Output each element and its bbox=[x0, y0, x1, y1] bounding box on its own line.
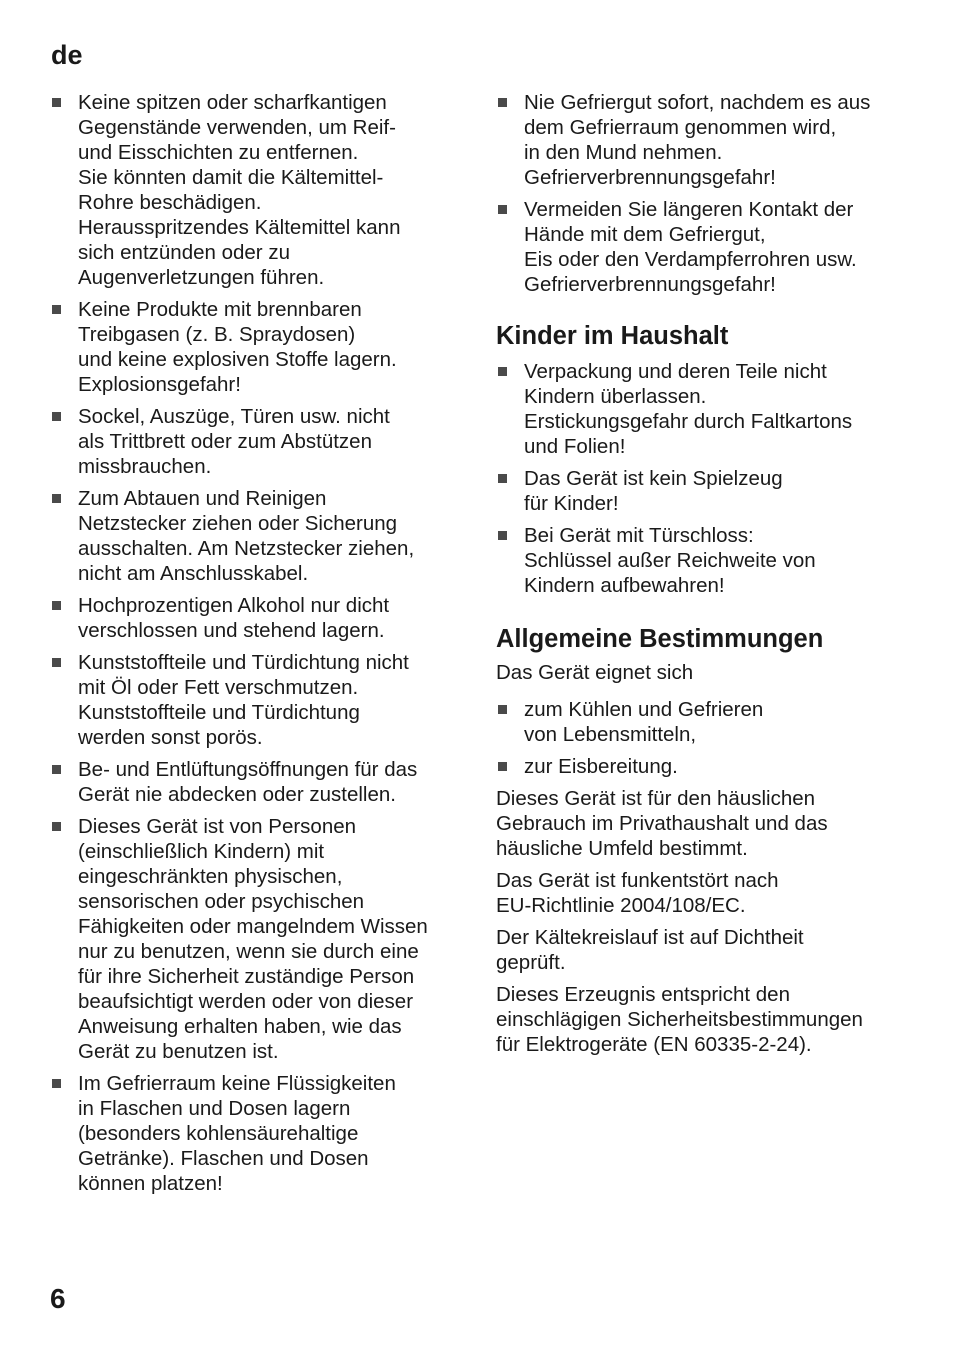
right-column bbox=[496, 90, 906, 1064]
list-item: Be- und Entlüftungsöffnungen für das Gerät nie abdecken oder zustellen. bbox=[50, 757, 460, 807]
safety-list-right bbox=[496, 90, 906, 297]
bullet-square-icon bbox=[498, 531, 507, 540]
paragraph: Das Gerät ist funkentstört nach EU-Richtlinie 2004/108/EC. bbox=[496, 869, 779, 917]
paragraph: Dieses Gerät ist für den häuslichen Gebrauch im Privathaushalt und das häusliche Umfeld bestimmt. bbox=[496, 787, 828, 860]
bullet-square-icon bbox=[52, 98, 61, 107]
paragraph: Der Kältekreislauf ist auf Dichtheit geprüft. bbox=[496, 926, 804, 974]
list-item: Hochprozentigen Alkohol nur dicht verschlossen und stehend lagern. bbox=[50, 593, 460, 643]
usage-list bbox=[496, 697, 906, 779]
list-item: Bei Gerät mit Türschloss: Schlüssel außer Reichweite von Kindern aufbewahren! bbox=[496, 523, 906, 598]
section-heading-allgemein: Allgemeine Bestimmungen bbox=[496, 625, 824, 653]
list-item: Sockel, Auszüge, Türen usw. nicht als Trittbrett oder zum Abstützen missbrauchen. bbox=[50, 404, 460, 479]
language-code: de bbox=[51, 40, 83, 70]
bullet-square-icon bbox=[52, 765, 61, 774]
bullet-square-icon bbox=[52, 601, 61, 610]
bullet-square-icon bbox=[498, 98, 507, 107]
bullet-square-icon bbox=[498, 762, 507, 771]
bullet-square-icon bbox=[52, 822, 61, 831]
section-heading-kinder: Kinder im Haushalt bbox=[496, 322, 729, 350]
bullet-square-icon bbox=[52, 305, 61, 314]
list-item: Keine spitzen oder scharfkantigen Gegenstände verwenden, um Reif- und Eisschichten zu entfernen. Sie könnten damit die Kältemittel- Rohre beschädigen. Herausspritzendes Kältemittel kann sich entzünden oder zu Augenverletzungen führen. bbox=[50, 90, 460, 290]
bullet-square-icon bbox=[498, 205, 507, 214]
list-item: zur Eisbereitung. bbox=[496, 754, 906, 779]
page-number: 6 bbox=[50, 1283, 66, 1314]
list-item: Kunststoffteile und Türdichtung nicht mit Öl oder Fett verschmutzen. Kunststoffteile und Türdichtung werden sonst porös. bbox=[50, 650, 460, 750]
kinder-list bbox=[496, 359, 906, 598]
list-item: Im Gefrierraum keine Flüssigkeiten in Flaschen und Dosen lagern (besonders kohlensäurehaltige Getränke). Flaschen und Dosen können platzen! bbox=[50, 1071, 460, 1196]
bullet-square-icon bbox=[52, 412, 61, 421]
list-item: Zum Abtauen und Reinigen Netzstecker ziehen oder Sicherung ausschalten. Am Netzstecker ziehen, nicht am Anschlusskabel. bbox=[50, 486, 460, 586]
list-item: Das Gerät ist kein Spielzeug für Kinder! bbox=[496, 466, 906, 516]
list-item: Keine Produkte mit brennbaren Treibgasen (z. B. Spraydosen) und keine explosiven Stoffe lagern. Explosionsgefahr! bbox=[50, 297, 460, 397]
bullet-square-icon bbox=[52, 1079, 61, 1088]
bullet-square-icon bbox=[498, 367, 507, 376]
paragraph: Dieses Erzeugnis entspricht den einschlägigen Sicherheitsbestimmungen für Elektrogeräte (EN 60335-2-24). bbox=[496, 983, 863, 1056]
bullet-square-icon bbox=[498, 705, 507, 714]
bullet-square-icon bbox=[52, 658, 61, 667]
list-item: Verpackung und deren Teile nicht Kindern überlassen. Erstickungsgefahr durch Faltkartons und Folien! bbox=[496, 359, 906, 459]
safety-list-left bbox=[50, 90, 460, 1196]
bullet-square-icon bbox=[498, 474, 507, 483]
list-item: zum Kühlen und Gefrieren von Lebensmitteln, bbox=[496, 697, 906, 747]
list-item: Dieses Gerät ist von Personen (einschließlich Kindern) mit eingeschränkten physischen, sensorischen oder psychischen Fähigkeiten oder mangelndem Wissen nur zu benutzen, wenn sie durch eine für ihre Sicherheit zuständige Person beaufsichtigt werden oder von dieser Anweisung erhalten haben, wie das Gerät zu benutzen ist. bbox=[50, 814, 460, 1064]
left-column bbox=[50, 90, 460, 1203]
list-item: Nie Gefriergut sofort, nachdem es aus dem Gefrierraum genommen wird, in den Mund nehmen. Gefrierverbrennungsgefahr! bbox=[496, 90, 906, 190]
list-item: Vermeiden Sie längeren Kontakt der Hände mit dem Gefriergut, Eis oder den Verdampferrohren usw. Gefrierverbrennungsgefahr! bbox=[496, 197, 906, 297]
section-intro: Das Gerät eignet sich bbox=[496, 661, 694, 684]
bullet-square-icon bbox=[52, 494, 61, 503]
